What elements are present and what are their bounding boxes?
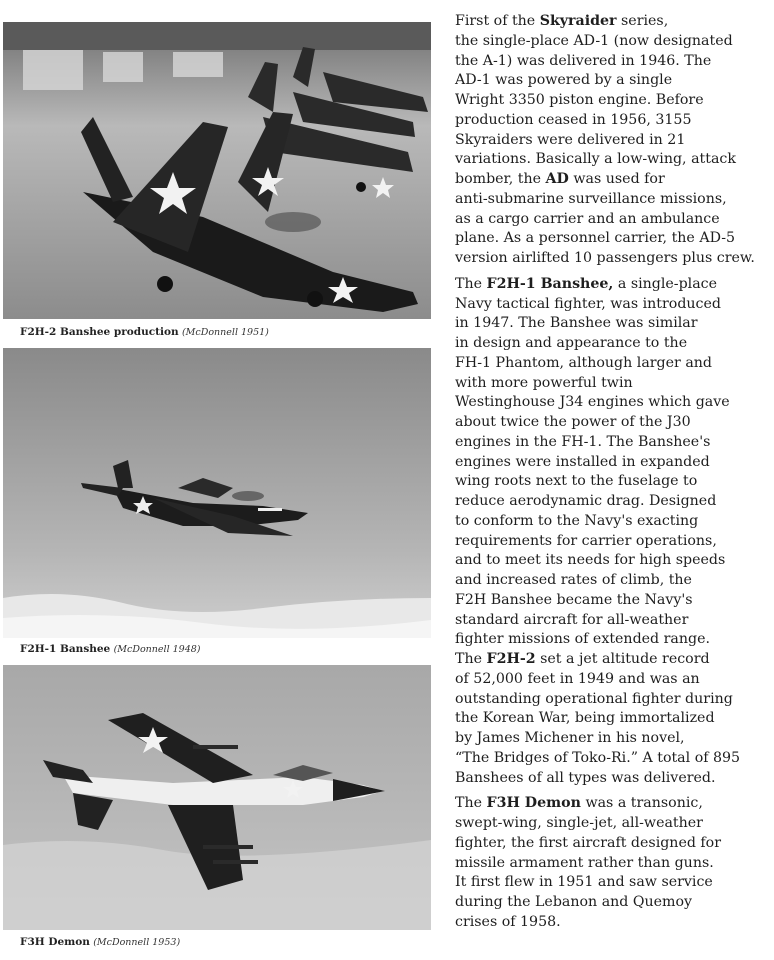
text-run: missile armament rather than guns. [455,854,714,871]
text-run: wing roots next to the fuselage to [455,473,698,490]
text-run: variations. Basically a low-wing, attack [455,151,736,168]
text-line [455,12,767,32]
text-line [455,630,767,650]
text-run: swept-wing, single-jet, all-weather [455,815,703,831]
text-line [455,91,767,111]
text-run: Wright 3350 piston engine. Before [455,92,704,108]
text-run: reduce aerodynamic drag. Designed [455,493,717,509]
text-run: fighter, the first aircraft designed for [455,834,722,851]
text-run: engines were installed in expanded [455,453,710,470]
text-line [455,190,767,210]
text-run: during the Lebanon and Quemoy [455,894,693,910]
text-run: fighter missions of extended range. [455,631,711,648]
text-line [455,492,767,512]
text-run: set a jet altitude record [535,651,710,667]
text-run: the A-1) was delivered in 1946. The [455,52,712,69]
caption-credit: (McDonnell 1953) [93,937,181,948]
paragraph [455,794,767,932]
text-line [455,893,767,913]
text-run: in 1947. The Banshee was similar [455,315,698,332]
text-run: Navy tactical fighter, was introduced [455,295,721,312]
bold-term: F3H Demon [486,795,581,812]
text-run: Skyraiders were delivered in 21 [455,131,686,148]
text-line [455,729,767,749]
text-run: F2H Banshee became the Navy's [455,591,693,608]
text-line [455,32,767,52]
caption-credit: (McDonnell 1948) [113,644,201,655]
text-line [455,334,767,354]
text-line [455,275,767,295]
text-run: of 52,000 feet in 1949 and was an [455,670,700,687]
text-run: bomber, the [455,171,546,187]
bold-term: Skyraider [539,13,617,29]
text-run: production ceased in 1956, 3155 [455,111,692,128]
text-line [455,433,767,453]
text-line [455,413,767,433]
text-run: the Korean War, being immortalized [455,710,715,727]
text-line [455,794,767,814]
text-run: engines in the FH-1. The Banshee's [455,433,711,450]
text-line [455,814,767,834]
text-run: was a transonic, [580,795,703,812]
text-run: “The Bridges of Toko-Ri.” A total of 895 [455,749,741,766]
text-line [455,873,767,893]
photo-f3h-demon [3,665,431,930]
text-run: version airlifted 10 passengers plus crew. [455,250,755,266]
text-line [455,913,767,933]
text-line [455,551,767,571]
text-line [455,650,767,670]
text-line [455,512,767,532]
text-line [455,170,767,190]
text-run: It first flew in 1951 and saw service [455,874,713,891]
text-run: was used for [568,171,665,187]
text-run: Westinghouse J34 engines which gave [455,394,730,411]
text-run: The [455,651,487,667]
text-line [455,131,767,151]
text-run: to conform to the Navy's exacting [455,512,699,529]
text-run: outstanding operational fighter during [455,690,733,707]
text-run: Banshees of all types was delivered. [455,769,716,786]
caption-title: F3H Demon [20,936,90,948]
text-line [455,854,767,874]
text-line [455,611,767,631]
text-line [455,374,767,394]
text-line [455,111,767,131]
text-line [455,52,767,72]
bold-term: F2H-1 Banshee, [486,275,614,292]
paragraph [455,275,767,789]
caption-title: F2H-2 Banshee production [20,326,179,338]
text-run: FH-1 Phantom, although larger and [455,354,713,371]
text-line [455,571,767,591]
text-line [455,393,767,413]
text-line [455,749,767,769]
text-run: and to meet its needs for high speeds [455,552,726,569]
caption-f2h2-production [20,326,269,338]
text-line [455,690,767,710]
text-run: plane. As a personnel carrier, the AD-5 [455,230,736,247]
text-run: crises of 1958. [455,913,561,930]
caption-credit: (McDonnell 1951) [181,327,269,338]
text-line [455,591,767,611]
text-line [455,71,767,91]
text-run: and increased rates of climb, the [455,572,692,588]
text-run: AD-1 was powered by a single [455,72,673,89]
text-run: series, [616,13,669,29]
text-run: with more powerful twin [455,374,633,391]
bold-term: AD [545,171,569,187]
text-run: anti-submarine surveillance missions, [455,190,727,207]
caption-f2h1-banshee [20,643,201,655]
caption-f3h-demon [20,936,180,948]
text-line [455,249,767,269]
text-run: by James Michener in his novel, [455,730,685,746]
article-text [455,12,767,939]
text-run: First of the [455,13,540,29]
text-line [455,210,767,230]
text-run: a single-place [613,275,718,292]
text-run: requirements for carrier operations, [455,532,717,549]
text-line [455,314,767,334]
text-line [455,532,767,552]
text-run: about twice the power of the J30 [455,414,691,430]
text-line [455,769,767,789]
text-run: standard aircraft for all-weather [455,611,689,628]
bold-term: F2H-2 [486,651,536,667]
paragraph [455,12,767,269]
text-run: the single-place AD-1 (now designated [455,32,733,49]
text-line [455,150,767,170]
text-run: in design and appearance to the [455,335,688,351]
text-run: as a cargo carrier and an ambulance [455,210,720,227]
text-line [455,453,767,473]
text-run: The [455,275,487,292]
photo-f2h1-banshee [3,348,431,638]
photo-f2h2-production [3,22,431,319]
caption-title: F2H-1 Banshee [20,643,111,655]
text-line [455,670,767,690]
text-line [455,472,767,492]
text-line [455,295,767,315]
text-line [455,354,767,374]
text-run: The [455,795,487,812]
text-line [455,834,767,854]
text-line [455,229,767,249]
text-line [455,709,767,729]
